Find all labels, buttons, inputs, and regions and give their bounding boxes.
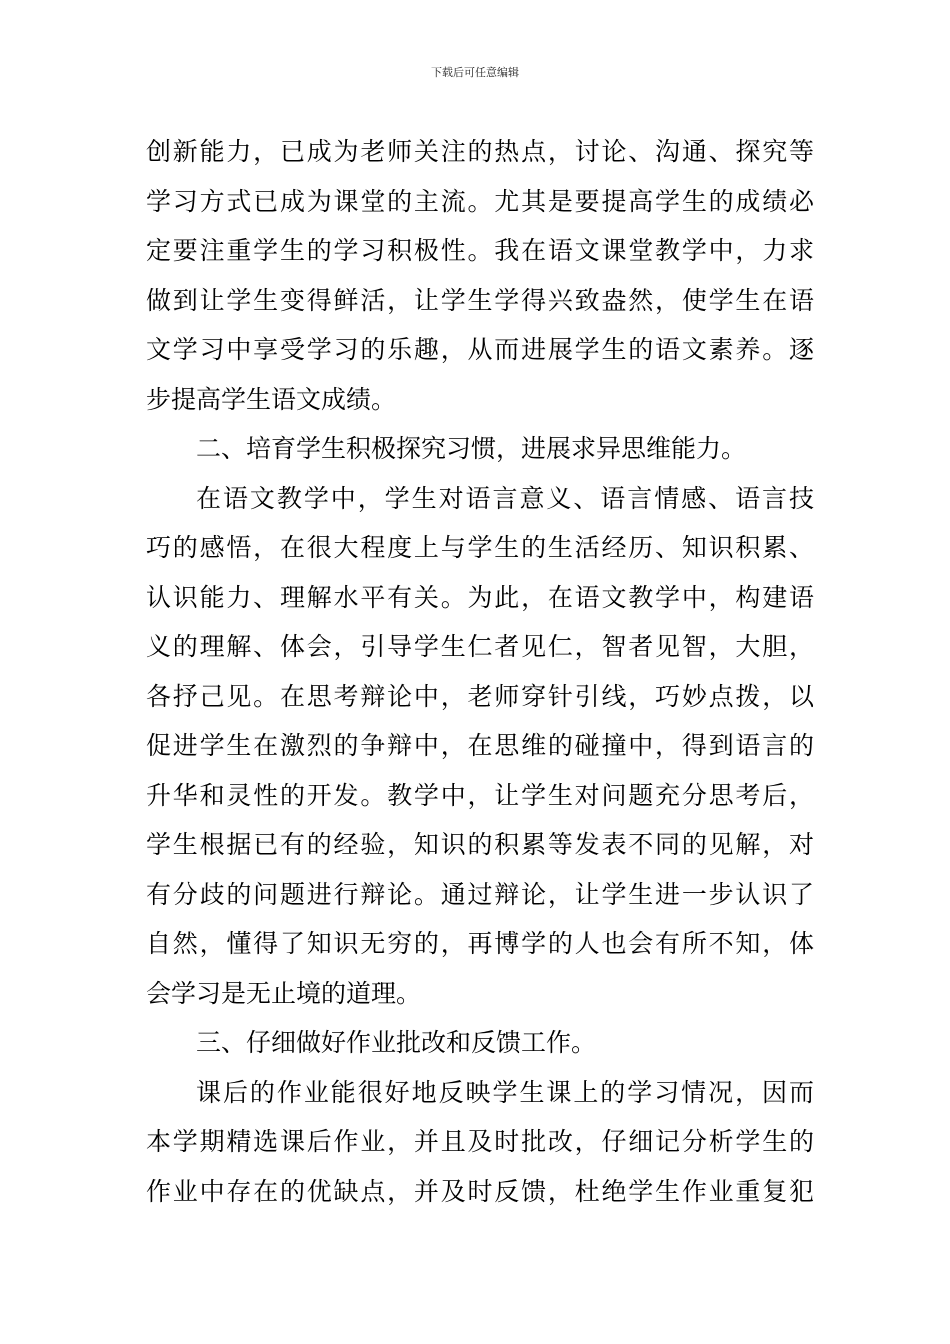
- page-header: 下载后可任意编辑: [431, 66, 519, 79]
- text-line: 会学习是无止境的道理。: [146, 978, 422, 1008]
- text-line: 有分歧的问题进行辩论。通过辩论，让学生进一步认识了: [146, 879, 814, 909]
- text-line: 促进学生在激烈的争辩中，在思维的碰撞中，得到语言的: [146, 731, 814, 760]
- section-heading-2: 二、培育学生积极探究习惯，进展求异思维能力。: [196, 434, 747, 463]
- text-line: 定要注重学生的学习积极性。我在语文课堂教学中，力求: [146, 236, 814, 265]
- text-line: 作业中存在的优缺点，并及时反馈，杜绝学生作业重复犯: [146, 1176, 814, 1206]
- text-line: 认识能力、理解水平有关。为此，在语文教学中，构建语: [146, 582, 814, 612]
- text-line: 做到让学生变得鲜活，让学生学得兴致盎然，使学生在语: [146, 285, 814, 315]
- text-line: 各抒己见。在思考辩论中，老师穿针引线，巧妙点拨，以: [146, 681, 814, 711]
- text-line: 本学期精选课后作业，并且及时批改，仔细记分析学生的: [146, 1127, 814, 1156]
- section-heading-3: 三、仔细做好作业批改和反馈工作。: [196, 1028, 597, 1057]
- text-line: 文学习中享受学习的乐趣，从而进展学生的语文素养。逐: [146, 335, 814, 364]
- text-line: 创新能力，已成为老师关注的热点，讨论、沟通、探究等: [146, 137, 814, 166]
- text-line: 自然，懂得了知识无穷的，再博学的人也会有所不知，体: [146, 929, 814, 958]
- text-line: 课后的作业能很好地反映学生课上的学习情况，因而: [196, 1077, 814, 1107]
- text-line: 在语文教学中，学生对语言意义、语言情感、语言技: [196, 483, 814, 513]
- text-line: 学习方式已成为课堂的主流。尤其是要提高学生的成绩必: [146, 186, 814, 216]
- text-line: 步提高学生语文成绩。: [146, 384, 397, 414]
- text-line: 学生根据已有的经验，知识的积累等发表不同的见解，对: [146, 830, 814, 859]
- text-line: 巧的感悟，在很大程度上与学生的生活经历、知识积累、: [146, 533, 814, 562]
- text-line: 升华和灵性的开发。教学中，让学生对问题充分思考后，: [146, 780, 814, 810]
- text-line: 义的理解、体会，引导学生仁者见仁，智者见智，大胆，: [146, 632, 814, 661]
- document-body: [146, 127, 814, 1216]
